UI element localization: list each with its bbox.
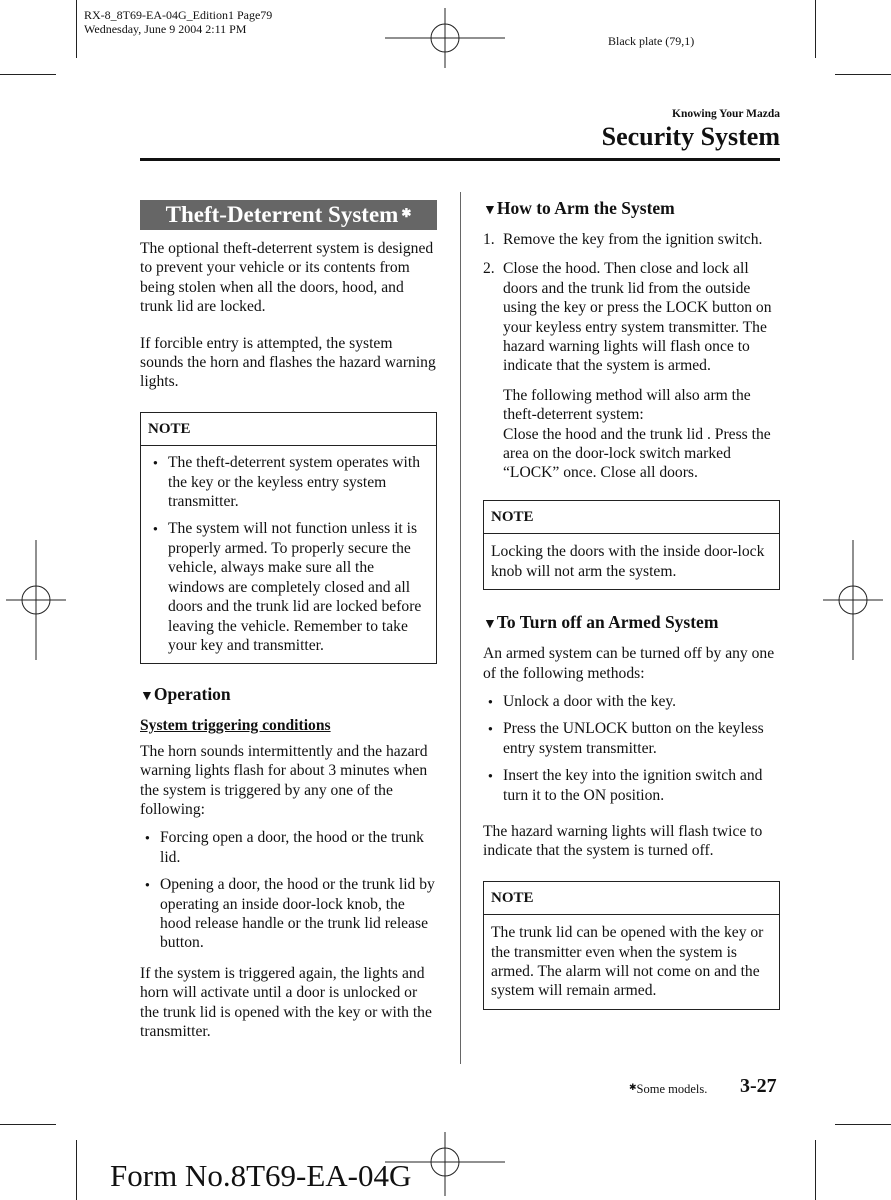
note-label: NOTE — [141, 413, 436, 446]
arm-steps — [483, 230, 780, 376]
list-item — [140, 828, 437, 867]
list-item — [148, 453, 429, 511]
note-text: Locking the doors with the inside door-lock knob will not arm the system. — [491, 543, 765, 580]
bullet-icon: ● — [488, 724, 493, 734]
body-paragraph: The hazard warning lights will flash twice to indicate that the system is turned off. — [483, 822, 763, 860]
list-item — [483, 719, 780, 758]
list-item-text: The theft-deterrent system operates with the key or the keyless entry system transmitter. — [168, 454, 421, 511]
list-item-text: Insert the key into the ignition switch and turn it to the ON position. — [503, 767, 763, 804]
arm-alternative — [483, 386, 780, 483]
triangle-icon: ▼ — [483, 203, 497, 218]
list-item-text: Opening a door, the hood or the trunk lid by operating an inside door-lock knob, the hood release handle or the trunk lid release button. — [160, 876, 435, 952]
list-item — [483, 692, 780, 711]
bullet-icon: ● — [153, 524, 158, 534]
list-item — [483, 230, 780, 249]
step-number: 2. — [483, 260, 495, 278]
subsection-heading — [483, 611, 780, 636]
section-banner — [140, 200, 437, 230]
list-item-text: The system will not function unless it is properly armed. To properly secure the vehicle, always make sure all the windows are completely closed and all doors and the trunk lid are locked before leaving the vehicle. Remember to take your key and transmitter. — [168, 520, 422, 654]
body-paragraph: An armed system can be turned off by any one of the following methods: — [483, 645, 775, 682]
header-rule — [140, 158, 780, 161]
intro-paragraph: The optional theft-deterrent system is designed to prevent your vehicle or its contents from being stolen when all the doors, hood, and trunk lid are locked. — [140, 240, 434, 316]
star-icon: ✱ — [401, 206, 412, 220]
subsection-heading-text: How to Arm the System — [496, 198, 675, 218]
arm-alternative-steps: Close the hood and the trunk lid . Press the area on the door-lock switch marked “LOCK” once. Close all doors. — [503, 425, 771, 482]
page-number: 3-27 — [740, 1075, 777, 1097]
note-list — [141, 446, 436, 655]
print-info-line2: Wednesday, June 9 2004 2:11 PM — [84, 22, 247, 36]
step-text: Remove the key from the ignition switch. — [503, 231, 763, 248]
intro-paragraph: If forcible entry is attempted, the system sounds the horn and flashes the hazard warning lights. — [140, 334, 436, 391]
crop-mark — [815, 0, 816, 58]
list-item — [148, 519, 429, 655]
note-label: NOTE — [484, 501, 779, 534]
list-item-text: Press the UNLOCK button on the keyless entry system transmitter. — [503, 720, 764, 757]
crop-mark — [835, 1124, 891, 1125]
crop-mark — [0, 1124, 56, 1125]
triangle-icon: ▼ — [483, 617, 497, 633]
note-label: NOTE — [484, 882, 779, 915]
section-label: Knowing Your Mazda — [672, 108, 780, 120]
list-item — [483, 259, 780, 375]
list-item-text: Unlock a door with the key. — [503, 692, 677, 710]
crop-mark — [835, 74, 891, 75]
list-item — [140, 875, 437, 953]
body-paragraph: The horn sounds intermittently and the hazard warning lights flash for about 3 minutes when the system is triggered by any one of the following: — [140, 742, 428, 818]
note-text: The trunk lid can be opened with the key or the transmitter even when the system is armed. The alarm will not come on and the system will remain armed. — [491, 924, 764, 1000]
left-column — [140, 200, 437, 1058]
disarm-methods — [483, 692, 780, 805]
triangle-icon: ▼ — [140, 689, 154, 705]
note-box — [483, 500, 780, 590]
note-box — [140, 412, 437, 664]
bullet-icon: ● — [145, 880, 150, 890]
bullet-icon: ● — [153, 458, 158, 468]
footnote — [629, 1082, 707, 1097]
arm-alternative-intro: The following method will also arm the theft-deterrent system: — [503, 386, 751, 424]
bullet-icon: ● — [488, 771, 493, 781]
crop-mark — [815, 1140, 816, 1200]
bullet-icon: ● — [488, 696, 493, 706]
body-paragraph: If the system is triggered again, the lights and horn will activate until a door is unlocked or the trunk lid is opened with the key or with the transmitter. — [140, 964, 432, 1040]
note-box — [483, 881, 780, 1010]
bullet-icon: ● — [145, 833, 150, 843]
print-info-line1: RX-8_8T69-EA-04G_Edition1 Page79 — [84, 8, 273, 22]
subsection-heading — [140, 683, 437, 708]
column-divider — [460, 192, 461, 1064]
step-text: Close the hood. Then close and lock all doors and the trunk lid from the outside using the key or press the LOCK button on your keyless entry system transmitter. The hazard warning lights will flash once to indicate that the system is armed. — [503, 260, 772, 375]
subsection-heading-text: Operation — [153, 684, 231, 705]
list-item — [483, 766, 780, 805]
page-title: Security System — [601, 122, 780, 151]
section-banner-title: Theft-Deterrent System — [165, 202, 399, 227]
plate-label: Black plate (79,1) — [608, 34, 695, 48]
registration-mark-top — [385, 8, 505, 68]
subsection-subheading: System triggering conditions — [140, 717, 331, 735]
crop-mark — [0, 74, 56, 75]
star-icon: ✱ — [629, 1082, 637, 1092]
triggering-list — [140, 828, 437, 952]
subsection-heading-text: To Turn off an Armed System — [496, 612, 719, 633]
print-info — [84, 8, 272, 36]
crop-mark — [76, 1140, 77, 1200]
right-column — [483, 197, 780, 1010]
list-item-text: Forcing open a door, the hood or the trunk lid. — [160, 829, 424, 866]
form-number: Form No.8T69-EA-04G — [110, 1158, 412, 1193]
subsection-heading — [483, 197, 780, 222]
footnote-text: Some models. — [636, 1082, 708, 1096]
registration-mark-left — [6, 540, 66, 660]
crop-mark — [76, 0, 77, 58]
step-number: 1. — [483, 231, 495, 248]
registration-mark-right — [823, 540, 883, 660]
